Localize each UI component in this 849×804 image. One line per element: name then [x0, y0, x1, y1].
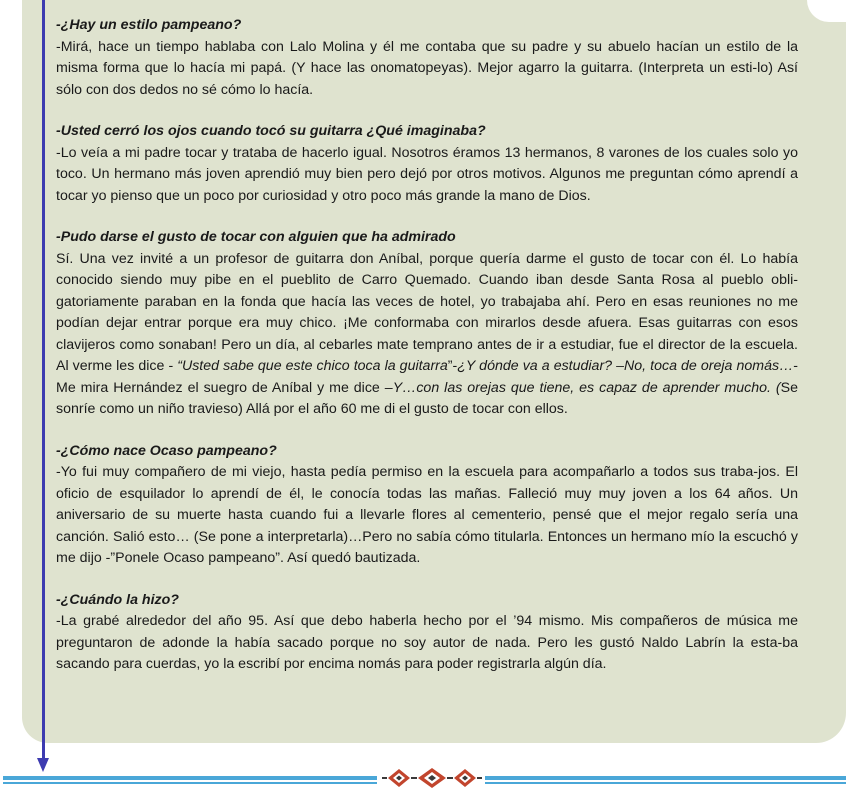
question: -¿Hay un estilo pampeano?	[56, 17, 242, 33]
qa-block	[56, 590, 798, 676]
answer	[56, 143, 798, 208]
qa-block	[56, 15, 798, 101]
question: -Pudo darse el gusto de tocar con alguien que ha admirado	[56, 229, 456, 245]
qa-block	[56, 227, 798, 421]
qa-block	[56, 121, 798, 207]
qa-block	[56, 441, 798, 570]
footer-rule-right	[485, 776, 846, 780]
answer-segment: -Mirá, hace un tiempo hablaba con Lalo Molina y él me contaba que su padre y su abuelo hacían un estilo de la misma forma que lo hacía mi papá. (Y hace las onomatopeyas). Mejor agarro la guitarra. (Interpreta un esti-lo) Así sólo con dos dedos no sé cómo lo hacía.	[56, 38, 798, 98]
arrow-down-icon	[37, 758, 49, 772]
answer	[56, 611, 798, 676]
answer-segment: -La grabé alrededor del año 95. Así que debo haberla hecho por el ’94 mismo. Mis compañeros de música me preguntaron de adonde la había sacado porque no soy autor de nada. Pero les gustó Naldo Labrín la esta-ba sacando para cuerdas, yo la escribí por encima nomás para poder registrarla algún día.	[56, 613, 798, 672]
answer-quote: ¿Y dónde va a estudiar? –No, toca de oreja nomás…	[457, 358, 794, 374]
answer-segment: Se sonríe como un niño travieso) Allá por el año 60 me di el gusto de tocar con ellos.	[56, 379, 798, 417]
footer-rule-left	[3, 776, 377, 780]
answer-quote: “Usted sabe que este chico toca la guitarra	[177, 358, 448, 374]
question: -¿Cuándo la hizo?	[56, 591, 179, 608]
margin-line	[42, 0, 45, 762]
answer-segment: -Lo veía a mi padre tocar y trataba de hacerlo igual. Nosotros éramos 13 hermanos, 8 varones de los cuales solo yo toco. Un hermano más joven aprendió muy bien pero dejó por otros motivos. Algunos me preguntan cómo aprendí a tocar yo pienso que un poco por curiosidad y otro poco más grande la mano de Dios.	[56, 144, 798, 204]
question: -Usted cerró los ojos cuando tocó su guitarra ¿Qué imaginaba?	[56, 123, 486, 139]
question: -¿Cómo nace Ocaso pampeano?	[56, 442, 277, 459]
answer	[56, 37, 798, 102]
answer-segment: -Yo fui muy compañero de mi viejo, hasta pedía permiso en la escuela para acompañarlo a todos sus traba-jos. El oficio de esquilador lo aprendí de él, le conocía todas las mañas. Falleció muy muy joven a los 64 años. Un aniversario de su muerte hasta cuando fui a llevarle flores al cementerio, pensé que el mejor regalo sería una canción. Salió esto… (Se pone a interpretarla)…Pero no sabía cómo titularla. Entonces un hermano mío la escuchó y me dijo -”Ponele Ocaso pampeano”. Así quedó bautizada.	[56, 464, 798, 566]
answer	[56, 249, 798, 421]
answer-quote: Y…con las orejas que tiene, es capaz de aprender mucho. (	[392, 379, 781, 396]
answer-segment: Sí. Una vez invité a un profesor de guitarra don Aníbal, porque quería darme el gusto de tocar con él. Lo había conocido siendo muy pibe en el pueblito de Carro Quemado. Cuando iban desde Santa Rosa al pueblo obli-gatoriamente paraban en la fonda que hacía las veces de hotel, yo trabajaba ahí. Pero en esas reuniones no me podían dejar entrar porque era muy chico. ¡Me conformaba con mirarlos desde afuera. Esas guitarras con esos clavijeros como sonaban! Pero un día, al cebarles mate temprano antes de ir a estudiar, fue el director de la escuela. Al verme les dice -	[56, 250, 798, 374]
interview-text	[56, 15, 798, 696]
answer-segment: - Me mira Hernández el suegro de Aníbal y me dice –	[56, 358, 798, 396]
answer	[56, 462, 798, 570]
answer-segment: ”-	[447, 358, 458, 374]
ethnic-ornament-icon	[382, 767, 482, 789]
